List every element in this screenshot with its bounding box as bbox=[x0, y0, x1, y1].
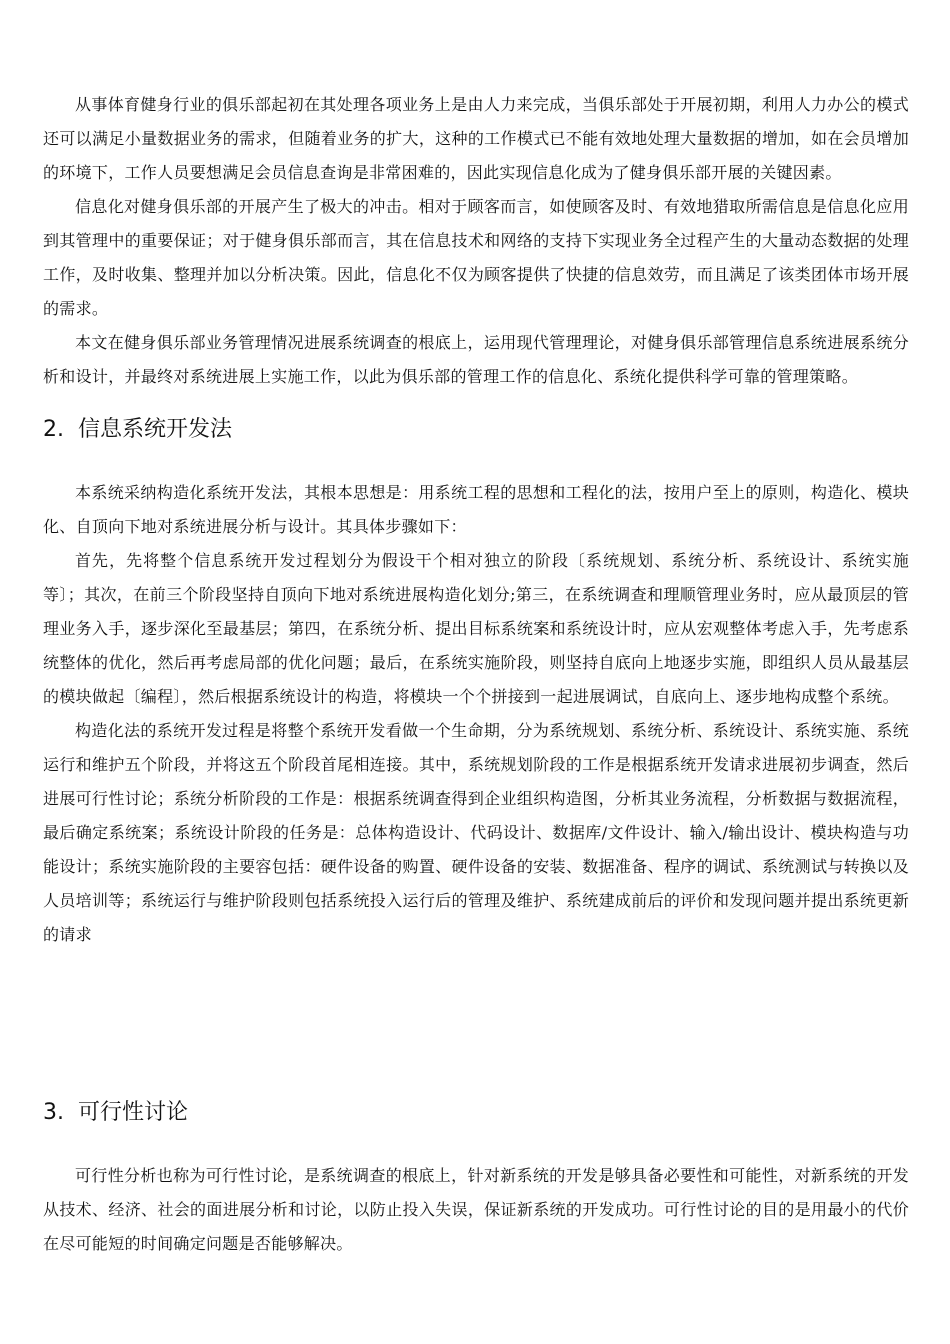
section-3-heading bbox=[43, 1097, 909, 1129]
intro-paragraph-1: 从事体育健身行业的俱乐部起初在其处理各项业务上是由人力来完成，当俱乐部处于开展初期，利用人力办公的模式还可以满足小量数据业务的需求，但随着业务的扩大，这种的工作模式已不能有效地处理大量数据的增加，如在会员增加的环境下，工作人员要想满足会员信息查询是非常困难的，因此实现信息化成为了健身俱乐部开展的关键因素。 bbox=[43, 95, 909, 182]
section-3-title: 可行性讨论 bbox=[78, 1100, 189, 1125]
section-2-title: 信息系统开发法 bbox=[78, 417, 233, 442]
section-3-number: 3. bbox=[43, 1100, 64, 1125]
section-2-heading bbox=[43, 414, 909, 446]
document-page bbox=[43, 88, 909, 1261]
section-3-paragraph-1: 可行性分析也称为可行性讨论，是系统调查的根底上，针对新系统的开发是够具备必要性和可能性，对新系统的开发从技术、经济、社会的面进展分析和讨论，以防止投入失误，保证新系统的开发成功。可行性讨论的目的是用最小的代价在尽可能短的时间确定问题是否能够解决。 bbox=[43, 1166, 909, 1253]
section-2-number: 2. bbox=[43, 417, 64, 442]
section-2-paragraph-1: 本系统采纳构造化系统开发法，其根本思想是：用系统工程的思想和工程化的法，按用户至上的原则，构造化、模块化、自顶向下地对系统进展分析与设计。其具体步骤如下： bbox=[43, 483, 909, 536]
section-2-paragraph-3: 构造化法的系统开发过程是将整个系统开发看做一个生命期，分为系统规划、系统分析、系统设计、系统实施、系统运行和维护五个阶段，并将这五个阶段首尾相连接。其中，系统规划阶段的工作是根据系统开发请求进展初步调查，然后进展可行性讨论；系统分析阶段的工作是：根据系统调查得到企业组织构造图，分析其业务流程，分析数据与数据流程，最后确定系统案；系统设计阶段的任务是：总体构造设计、代码设计、数据库/文件设计、输入/输出设计、模块构造与功能设计；系统实施阶段的主要容包括：硬件设备的购置、硬件设备的安装、数据准备、程序的调试、系统测试与转换以及人员培训等；系统运行与维护阶段则包括系统投入运行后的管理及维护、系统建成前后的评价和发现问题并提出系统更新的请求 bbox=[43, 721, 909, 944]
intro-paragraph-3: 本文在健身俱乐部业务管理情况进展系统调查的根底上，运用现代管理理论，对健身俱乐部管理信息系统进展系统分析和设计，并最终对系统进展上实施工作，以此为俱乐部的管理工作的信息化、系统化提供科学可靠的管理策略。 bbox=[43, 333, 909, 386]
section-2-paragraph-2: 首先，先将整个信息系统开发过程划分为假设干个相对独立的阶段〔系统规划、系统分析、系统设计、系统实施等〕；其次，在前三个阶段坚持自顶向下地对系统进展构造化划分;第三，在系统调查和理顺管理业务时，应从最顶层的管理业务入手，逐步深化至最基层；第四，在系统分析、提出目标系统案和系统设计时，应从宏观整体考虑入手，先考虑系统整体的优化，然后再考虑局部的优化问题；最后，在系统实施阶段，则坚持自底向上地逐步实施，即组织人员从最基层的模块做起〔编程〕，然后根据系统设计的构造，将模块一个个拼接到一起进展调试，自底向上、逐步地构成整个系统。 bbox=[43, 551, 909, 706]
intro-paragraph-2: 信息化对健身俱乐部的开展产生了极大的冲击。相对于顾客而言，如使顾客及时、有效地猎取所需信息是信息化应用到其管理中的重要保证；对于健身俱乐部而言，其在信息技术和网络的支持下实现业务全过程产生的大量动态数据的处理工作，及时收集、整理并加以分析决策。因此，信息化不仅为顾客提供了快捷的信息效劳，而且满足了该类团体市场开展的需求。 bbox=[43, 197, 909, 318]
